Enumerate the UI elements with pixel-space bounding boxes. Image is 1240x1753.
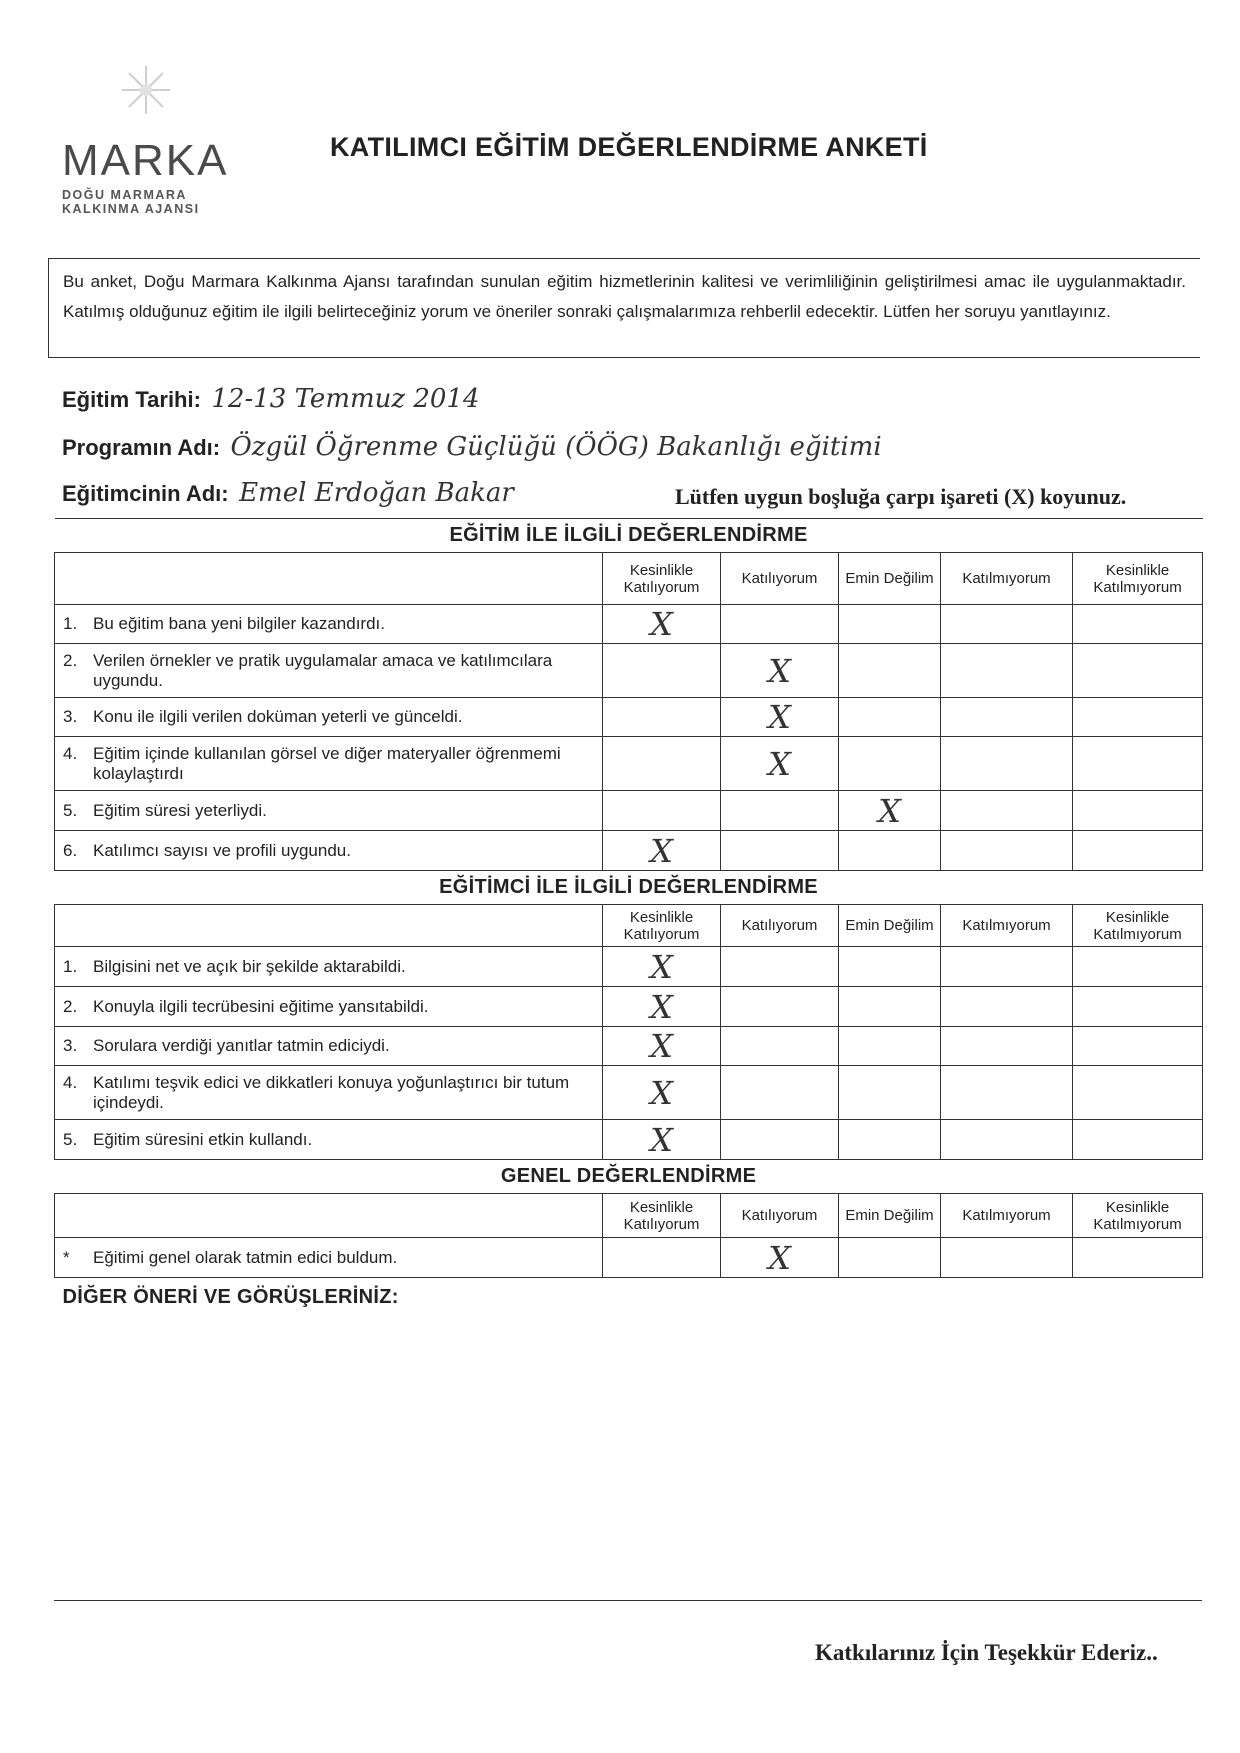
column-header: Kesinlikle Katılıyorum [603, 1194, 721, 1238]
x-mark-icon: X [650, 947, 673, 986]
training-date-label: Eğitim Tarihi: [62, 387, 201, 412]
question-row [55, 644, 1203, 698]
logo-subtitle-line2: KALKINMA AJANSI [62, 202, 200, 216]
logo-brand: MARKA [62, 136, 229, 185]
question-text: 5. Eğitim süresini etkin kullandı. [55, 1120, 603, 1160]
answer-cell[interactable] [1073, 831, 1203, 871]
answer-cell[interactable] [839, 737, 941, 791]
answer-cell[interactable] [941, 1027, 1073, 1066]
question-text: 2. Verilen örnekler ve pratik uygulamalar amaca ve katılımcılara uygundu. [55, 644, 603, 698]
answer-cell[interactable] [603, 791, 721, 831]
column-header: Emin Değilim [839, 553, 941, 605]
answer-cell[interactable] [603, 987, 721, 1027]
answer-cell[interactable] [603, 737, 721, 791]
answer-cell[interactable] [941, 1120, 1073, 1160]
column-header-row [55, 1194, 1203, 1238]
answer-cell[interactable] [941, 737, 1073, 791]
answer-cell[interactable] [721, 1066, 839, 1120]
question-text: * Eğitimi genel olarak tatmin edici buldum. [55, 1238, 603, 1278]
program-name-row [62, 432, 882, 462]
answer-cell[interactable] [1073, 987, 1203, 1027]
column-header: Kesinlikle Katılmıyorum [1073, 553, 1203, 605]
question-text: 2. Konuyla ilgili tecrübesini eğitime yansıtabildi. [55, 987, 603, 1027]
program-name-label: Programın Adı: [62, 435, 221, 460]
trainer-name-row [62, 478, 514, 508]
answer-cell[interactable] [721, 737, 839, 791]
section-title: GENEL DEĞERLENDİRME [55, 1160, 1203, 1194]
answer-cell[interactable] [603, 1238, 721, 1278]
answer-cell[interactable] [721, 987, 839, 1027]
answer-cell[interactable] [603, 1120, 721, 1160]
column-header: Katılıyorum [721, 553, 839, 605]
x-mark-icon: X [768, 744, 791, 783]
answer-cell[interactable] [1073, 737, 1203, 791]
question-text: 4. Katılımı teşvik edici ve dikkatleri konuya yoğunlaştırıcı bir tutum içindeydi. [55, 1066, 603, 1120]
header-blank [55, 553, 603, 605]
question-row [55, 1066, 1203, 1120]
question-row [55, 791, 1203, 831]
answer-cell[interactable] [941, 1238, 1073, 1278]
logo-subtitle-line1: DOĞU MARMARA [62, 188, 187, 202]
question-text: 3. Konu ile ilgili verilen doküman yeterli ve günceldi. [55, 698, 603, 737]
answer-cell[interactable] [941, 605, 1073, 644]
x-mark-icon: X [650, 987, 673, 1026]
answer-cell[interactable] [603, 1027, 721, 1066]
column-header: Katılmıyorum [941, 905, 1073, 947]
document-title: KATILIMCI EĞİTİM DEĞERLENDİRME ANKETİ [330, 132, 928, 162]
section-title: EĞİTİM İLE İLGİLİ DEĞERLENDİRME [55, 519, 1203, 553]
question-row [55, 698, 1203, 737]
instruction-text: Lütfen uygun boşluğa çarpı işareti (X) koyunuz. [675, 484, 1127, 509]
column-header: Emin Değilim [839, 905, 941, 947]
training-date-value[interactable]: 12-13 Temmuz 2014 [211, 384, 480, 414]
answer-cell[interactable] [603, 605, 721, 644]
question-row [55, 1120, 1203, 1160]
answer-cell[interactable] [1073, 644, 1203, 698]
program-name-value[interactable]: Özgül Öğrenme Güçlüğü (ÖÖG) Bakanlığı eğitimi [230, 432, 882, 462]
answer-cell[interactable] [1073, 1238, 1203, 1278]
header-blank [55, 1194, 603, 1238]
column-header: Katılmıyorum [941, 553, 1073, 605]
answer-cell[interactable] [1073, 698, 1203, 737]
header-blank [55, 905, 603, 947]
answer-cell[interactable] [1073, 1066, 1203, 1120]
question-row [55, 605, 1203, 644]
answer-cell[interactable] [603, 1066, 721, 1120]
trainer-name-label: Eğitimcinin Adı: [62, 481, 229, 506]
column-header: Emin Değilim [839, 1194, 941, 1238]
column-header: Kesinlikle Katılmıyorum [1073, 905, 1203, 947]
answer-cell[interactable] [721, 644, 839, 698]
thanks-text: Katkılarınız İçin Teşekkür Ederiz.. [815, 1640, 1158, 1665]
answer-cell[interactable] [1073, 791, 1203, 831]
question-text: 5. Eğitim süresi yeterliydi. [55, 791, 603, 831]
answer-cell[interactable] [941, 947, 1073, 987]
question-text: 3. Sorulara verdiği yanıtlar tatmin ediciydi. [55, 1027, 603, 1066]
answer-cell[interactable] [839, 831, 941, 871]
x-mark-icon: X [650, 605, 673, 643]
answer-cell[interactable] [1073, 1027, 1203, 1066]
answer-cell[interactable] [941, 987, 1073, 1027]
intro-text: Bu anket, Doğu Marmara Kalkınma Ajansı tarafından sunulan eğitim hizmetlerinin kalitesi ve verimliliğinin geliştirilmesi amac ile uygulanmaktadır. Katılmış olduğunuz eğitim ile ilgili belirteceğiniz yorum ve öneriler sonraki çalışmalarımıza rehberlil edecektir. Lütfen her soruyu yanıtlayınız. [48, 258, 1200, 358]
question-text: 1. Bilgisini net ve açık bir şekilde aktarabildi. [55, 947, 603, 987]
logo-subtitle [62, 188, 200, 216]
column-header-row [55, 553, 1203, 605]
answer-cell[interactable] [839, 1027, 941, 1066]
answer-cell[interactable] [839, 1066, 941, 1120]
answer-cell[interactable] [603, 947, 721, 987]
evaluation-table [54, 518, 1203, 1318]
answer-cell[interactable] [941, 644, 1073, 698]
answer-cell[interactable] [839, 605, 941, 644]
column-header: Kesinlikle Katılıyorum [603, 553, 721, 605]
logo-star-icon [118, 62, 174, 118]
answer-cell[interactable] [1073, 605, 1203, 644]
question-row [55, 947, 1203, 987]
question-row [55, 1238, 1203, 1278]
x-mark-icon: X [768, 1238, 791, 1277]
answer-cell[interactable] [839, 698, 941, 737]
question-text: 4. Eğitim içinde kullanılan görsel ve diğer materyaller öğrenmemi kolaylaştırdı [55, 737, 603, 791]
x-mark-icon: X [768, 651, 791, 690]
training-date-row [62, 384, 480, 414]
section-title: EĞİTİMCİ İLE İLGİLİ DEĞERLENDİRME [55, 871, 1203, 905]
answer-cell[interactable] [603, 698, 721, 737]
answer-cell[interactable] [839, 791, 941, 831]
question-row [55, 1027, 1203, 1066]
question-row [55, 737, 1203, 791]
x-mark-icon: X [878, 791, 901, 830]
evaluation-table-container [54, 518, 1202, 1318]
column-header: Kesinlikle Katılıyorum [603, 905, 721, 947]
answer-cell[interactable] [603, 831, 721, 871]
question-text: 1. Bu eğitim bana yeni bilgiler kazandırdı. [55, 605, 603, 644]
answer-cell[interactable] [721, 791, 839, 831]
answer-cell[interactable] [839, 1120, 941, 1160]
column-header: Katılmıyorum [941, 1194, 1073, 1238]
answer-cell[interactable] [941, 831, 1073, 871]
answer-cell[interactable] [603, 644, 721, 698]
answer-cell[interactable] [839, 1238, 941, 1278]
question-row [55, 831, 1203, 871]
answer-cell[interactable] [1073, 947, 1203, 987]
column-header-row [55, 905, 1203, 947]
x-mark-icon: X [650, 1027, 673, 1065]
answer-cell[interactable] [839, 987, 941, 1027]
other-comments-title: DİĞER ÖNERİ VE GÖRÜŞLERİNİZ: [55, 1278, 1203, 1318]
answer-cell[interactable] [941, 791, 1073, 831]
answer-cell[interactable] [839, 644, 941, 698]
answer-cell[interactable] [721, 1238, 839, 1278]
x-mark-icon: X [768, 698, 791, 736]
answer-cell[interactable] [721, 1027, 839, 1066]
column-header: Katılıyorum [721, 1194, 839, 1238]
answer-cell[interactable] [941, 1066, 1073, 1120]
comments-area-bottom-line [54, 1600, 1202, 1601]
answer-cell[interactable] [721, 947, 839, 987]
answer-cell[interactable] [721, 831, 839, 871]
x-mark-icon: X [650, 831, 673, 870]
answer-cell[interactable] [721, 1120, 839, 1160]
question-row [55, 987, 1203, 1027]
column-header: Kesinlikle Katılmıyorum [1073, 1194, 1203, 1238]
answer-cell[interactable] [839, 947, 941, 987]
question-text: 6. Katılımcı sayısı ve profili uygundu. [55, 831, 603, 871]
x-mark-icon: X [650, 1073, 673, 1112]
answer-cell[interactable] [1073, 1120, 1203, 1160]
x-mark-icon: X [650, 1120, 673, 1159]
answer-cell[interactable] [721, 698, 839, 737]
answer-cell[interactable] [721, 605, 839, 644]
trainer-name-value[interactable]: Emel Erdoğan Bakar [239, 478, 514, 508]
answer-cell[interactable] [941, 698, 1073, 737]
column-header: Katılıyorum [721, 905, 839, 947]
